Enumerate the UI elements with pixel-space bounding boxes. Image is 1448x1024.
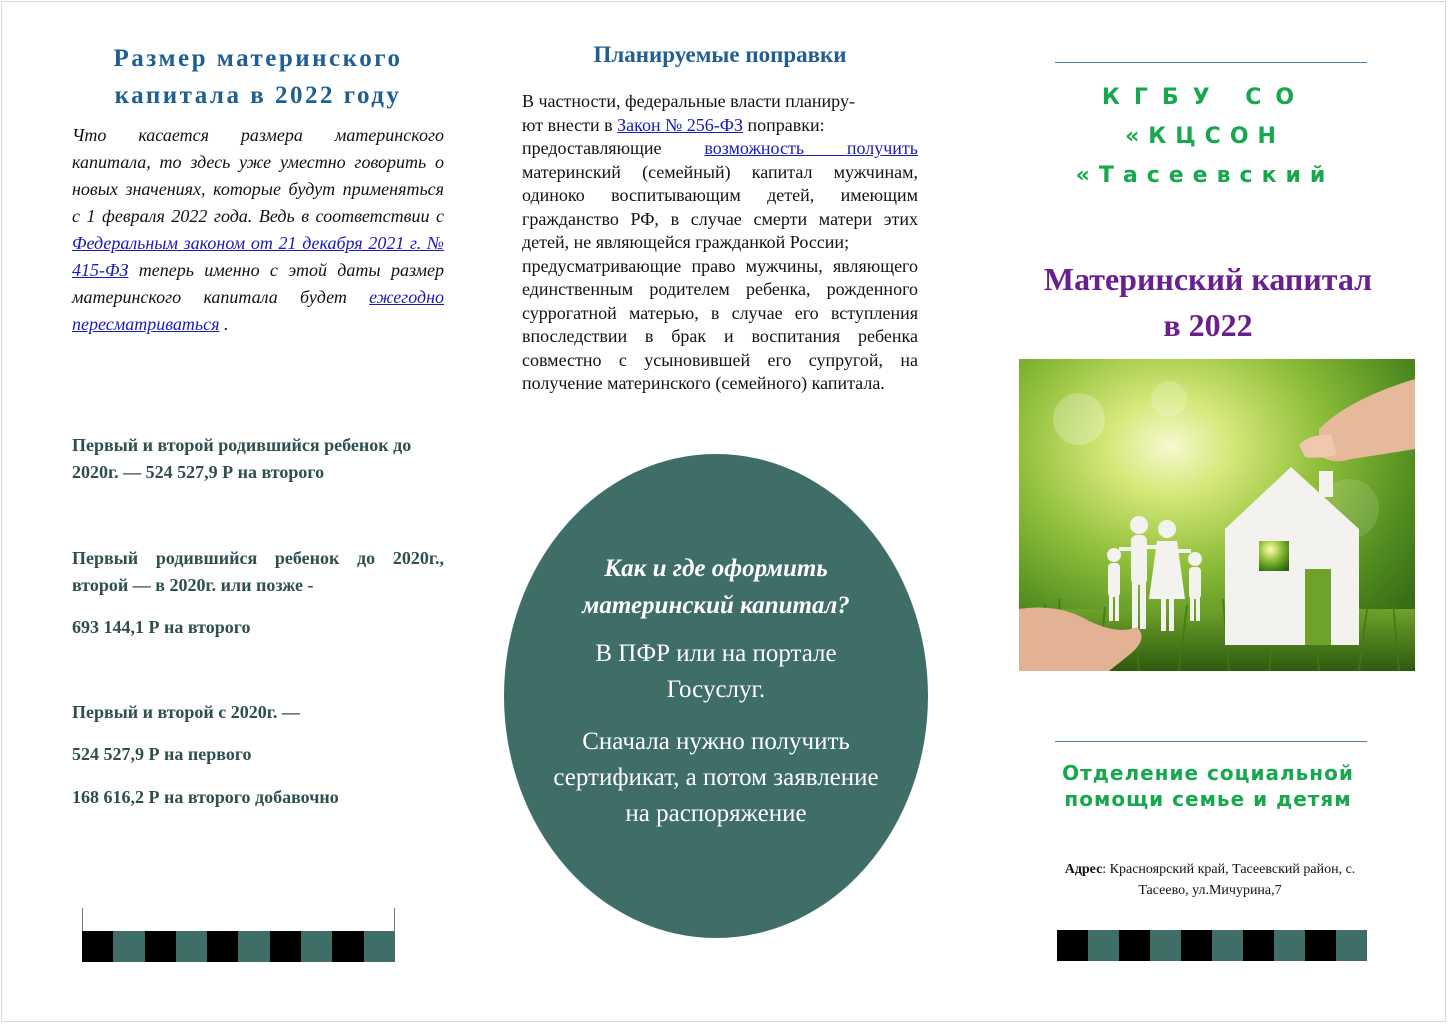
amount-case-2-value: 693 144,1 Р на второго (72, 617, 251, 637)
amendments-line-2 (522, 114, 918, 138)
intro-text-3: . (219, 314, 229, 334)
org-line-2: «КЦСОН (1125, 124, 1285, 149)
org-line-3: «Тасеевский (1075, 163, 1335, 188)
amendments-text (522, 90, 918, 396)
amount-case-3-condition: Первый и второй с 2020г. — (72, 702, 300, 722)
org-line-1: КГБУ СО (1101, 85, 1309, 110)
intro-paragraph (72, 122, 444, 338)
divider-top (1055, 62, 1367, 63)
decorative-stripes-left (82, 931, 395, 962)
amount-case-3-first: 524 527,9 Р на первого (72, 744, 252, 764)
amendment-item-1 (522, 137, 918, 255)
intro-text-2: теперь именно с этой даты размер материнского капитала будет (72, 260, 444, 307)
address-text: : Красноярский край, Тасеевский район, с. Тасеево, ул.Мичурина,7 (1102, 862, 1356, 898)
amendment-item-2: предусматривающие право мужчины, являющего единственным родителем ребенка, рожденного суррогатной матерью, в случае его вступления впоследствии в брак и воспитания ребенка совместно с усыновившей его супругой, на получение материнского (семейного) капитала. (522, 255, 918, 393)
amount-case-2-condition: Первый родившийся ребенок до 2020г., второй — в 2020г. или позже - (72, 548, 444, 595)
address-block (1050, 859, 1370, 901)
stripe-left-tick (82, 908, 83, 932)
amount-case-1: Первый и второй родившийся ребенок до 2020г. — 524 527,9 Р на второго (72, 435, 412, 482)
department-name: Отделение социальной помощи семье и детям (1062, 761, 1354, 811)
planned-amendments-heading: Планируемые поправки (593, 42, 847, 67)
stripe-right-tick (394, 908, 395, 932)
address-label: Адрес (1064, 862, 1103, 877)
brochure-title: Материнский капитал в 2022 (1043, 261, 1373, 343)
amendments-line-1: В частности, федеральные власти планиру- (522, 91, 855, 111)
middle-column (522, 40, 918, 396)
federal-law-415-link[interactable]: Федеральным законом от 21 декабря 2021 г. № 415-ФЗ (72, 233, 444, 280)
how-to-apply-answer-1: В ПФР или на портале Госуслуг. (595, 640, 837, 703)
family-house-photo (1019, 359, 1415, 671)
amendment-item-1-rest: материнский (семейный) капитал мужчинам, одиноко воспитывающим детей, имеющим гражданство РФ, в случае смерти матери этих детей, не являющейся гражданкой России; (522, 161, 918, 252)
how-to-apply-answer-2: Сначала нужно получить сертификат, а потом заявление на распоряжение (553, 728, 879, 827)
intro-text-1: Что касается размера материнского капитала, то здесь уже уместно говорить о новых значениях, которые будут применяться с 1 февраля 2022 года. Ведь в соответствии с (72, 125, 444, 226)
amendment-item-1-pre: предоставляющие (522, 138, 705, 158)
how-to-apply-ellipse (504, 454, 928, 938)
divider-bottom (1055, 741, 1367, 742)
capital-size-heading: Размер материнского капитала в 2022 году (113, 45, 403, 109)
annual-review-link[interactable]: ежегодно пересматриваться (72, 287, 444, 334)
how-to-apply-question: Как и где оформить материнский капитал? (582, 555, 850, 619)
decorative-stripes-right (1057, 930, 1367, 961)
amendments-line-2-pre: ют внести в (522, 114, 618, 135)
opportunity-link[interactable]: возможность получить (704, 138, 918, 158)
left-column (72, 40, 444, 338)
amendments-line-2-post: поправки: (743, 114, 825, 135)
amount-case-3-second: 168 616,2 Р на второго добавочно (72, 787, 339, 807)
law-256-link[interactable]: Закон № 256-ФЗ (617, 114, 744, 135)
